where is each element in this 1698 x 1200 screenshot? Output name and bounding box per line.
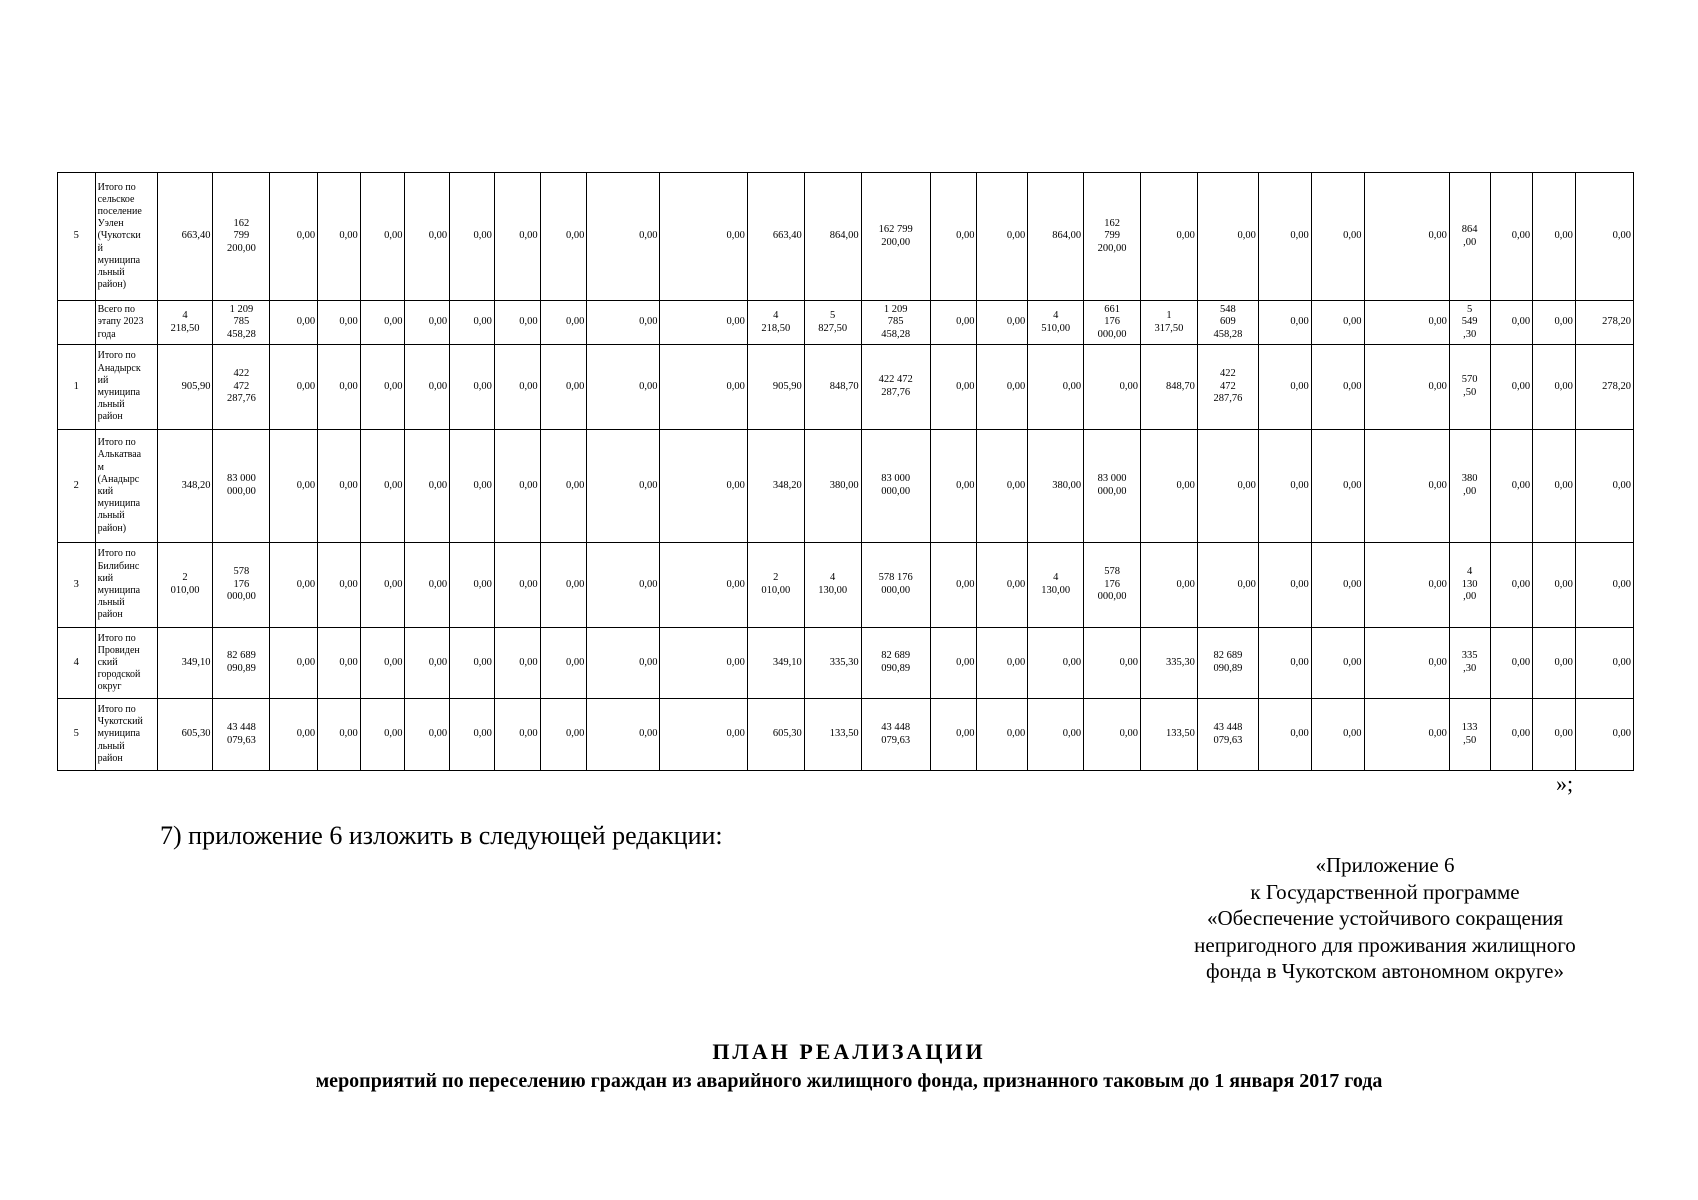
value-cell: 0,00 bbox=[494, 628, 540, 699]
table-row bbox=[58, 345, 1634, 430]
territory-name-cell: Итого по Алькатваа м (Анадырс кий муниципа льный район) bbox=[95, 430, 157, 543]
value-cell: 864 ,00 bbox=[1449, 173, 1490, 301]
value-cell: 335 ,30 bbox=[1449, 628, 1490, 699]
value-cell: 0,00 bbox=[1533, 430, 1576, 543]
value-cell: 0,00 bbox=[494, 699, 540, 771]
value-cell: 0,00 bbox=[1141, 430, 1198, 543]
value-cell: 0,00 bbox=[930, 543, 977, 628]
value-cell: 0,00 bbox=[977, 301, 1028, 345]
territory-name-cell: Всего по этапу 2023 года bbox=[95, 301, 157, 345]
value-cell: 4 510,00 bbox=[1028, 301, 1084, 345]
value-cell: 0,00 bbox=[450, 173, 495, 301]
value-cell: 0,00 bbox=[405, 543, 450, 628]
value-cell: 0,00 bbox=[660, 430, 747, 543]
value-cell: 0,00 bbox=[1028, 345, 1084, 430]
value-cell: 0,00 bbox=[360, 628, 405, 699]
value-cell: 83 000 000,00 bbox=[861, 430, 930, 543]
row-number-cell: 5 bbox=[58, 699, 96, 771]
value-cell: 0,00 bbox=[318, 345, 361, 430]
value-cell: 5 827,50 bbox=[804, 301, 861, 345]
value-cell: 848,70 bbox=[1141, 345, 1198, 430]
value-cell: 0,00 bbox=[318, 543, 361, 628]
value-cell: 0,00 bbox=[540, 345, 587, 430]
value-cell: 0,00 bbox=[587, 173, 660, 301]
value-cell: 0,00 bbox=[977, 543, 1028, 628]
value-cell: 0,00 bbox=[1490, 543, 1533, 628]
value-cell: 864,00 bbox=[804, 173, 861, 301]
value-cell: 0,00 bbox=[1197, 543, 1258, 628]
table-row bbox=[58, 301, 1634, 345]
value-cell: 578 176 000,00 bbox=[861, 543, 930, 628]
value-cell: 4 130 ,00 bbox=[1449, 543, 1490, 628]
value-cell: 0,00 bbox=[540, 628, 587, 699]
value-cell: 43 448 079,63 bbox=[213, 699, 270, 771]
value-cell: 380,00 bbox=[1028, 430, 1084, 543]
value-cell: 82 689 090,89 bbox=[1197, 628, 1258, 699]
value-cell: 422 472 287,76 bbox=[213, 345, 270, 430]
value-cell: 661 176 000,00 bbox=[1084, 301, 1141, 345]
value-cell: 0,00 bbox=[977, 628, 1028, 699]
appendix-header bbox=[1150, 852, 1620, 985]
value-cell: 2 010,00 bbox=[747, 543, 804, 628]
value-cell: 2 010,00 bbox=[157, 543, 213, 628]
appendix-line: непригодного для проживания жилищного bbox=[1194, 932, 1576, 957]
value-cell: 0,00 bbox=[1028, 628, 1084, 699]
territory-name-cell: Итого по Анадырск ий муниципа льный район bbox=[95, 345, 157, 430]
appendix-line: «Приложение 6 bbox=[1315, 853, 1455, 877]
value-cell: 0,00 bbox=[270, 628, 318, 699]
value-cell: 0,00 bbox=[360, 699, 405, 771]
value-cell: 605,30 bbox=[157, 699, 213, 771]
value-cell: 0,00 bbox=[1258, 543, 1311, 628]
territory-name-cell: Итого по Билибинс кий муниципа льный район bbox=[95, 543, 157, 628]
closing-quote: »; bbox=[1556, 771, 1574, 796]
value-cell: 133 ,50 bbox=[1449, 699, 1490, 771]
table-row bbox=[58, 699, 1634, 771]
value-cell: 349,10 bbox=[157, 628, 213, 699]
value-cell: 4 218,50 bbox=[747, 301, 804, 345]
value-cell: 335,30 bbox=[804, 628, 861, 699]
value-cell: 0,00 bbox=[1258, 345, 1311, 430]
value-cell: 133,50 bbox=[804, 699, 861, 771]
territory-name-cell: Итого по Чукотский муниципа льный район bbox=[95, 699, 157, 771]
value-cell: 348,20 bbox=[747, 430, 804, 543]
value-cell: 0,00 bbox=[1197, 173, 1258, 301]
value-cell: 0,00 bbox=[270, 543, 318, 628]
value-cell: 0,00 bbox=[360, 345, 405, 430]
table-row bbox=[58, 628, 1634, 699]
value-cell: 1 317,50 bbox=[1141, 301, 1198, 345]
value-cell: 82 689 090,89 bbox=[213, 628, 270, 699]
value-cell: 0,00 bbox=[270, 699, 318, 771]
value-cell: 4 130,00 bbox=[1028, 543, 1084, 628]
value-cell: 0,00 bbox=[1084, 345, 1141, 430]
value-cell: 0,00 bbox=[660, 543, 747, 628]
value-cell: 0,00 bbox=[494, 430, 540, 543]
value-cell: 0,00 bbox=[1490, 345, 1533, 430]
value-cell: 0,00 bbox=[1575, 699, 1633, 771]
value-cell: 0,00 bbox=[450, 543, 495, 628]
table-row bbox=[58, 430, 1634, 543]
value-cell: 0,00 bbox=[540, 543, 587, 628]
resettlement-data-table bbox=[57, 172, 1634, 771]
value-cell: 905,90 bbox=[747, 345, 804, 430]
plan-title: ПЛАН РЕАЛИЗАЦИИ bbox=[712, 1039, 986, 1064]
value-cell: 0,00 bbox=[1575, 430, 1633, 543]
value-cell: 0,00 bbox=[1258, 628, 1311, 699]
value-cell: 605,30 bbox=[747, 699, 804, 771]
value-cell: 0,00 bbox=[405, 173, 450, 301]
value-cell: 0,00 bbox=[977, 430, 1028, 543]
value-cell: 663,40 bbox=[747, 173, 804, 301]
value-cell: 82 689 090,89 bbox=[861, 628, 930, 699]
value-cell: 0,00 bbox=[405, 628, 450, 699]
value-cell: 4 218,50 bbox=[157, 301, 213, 345]
value-cell: 578 176 000,00 bbox=[1084, 543, 1141, 628]
value-cell: 0,00 bbox=[1364, 173, 1449, 301]
value-cell: 0,00 bbox=[1311, 430, 1364, 543]
value-cell: 0,00 bbox=[450, 345, 495, 430]
value-cell: 0,00 bbox=[977, 173, 1028, 301]
value-cell: 864,00 bbox=[1028, 173, 1084, 301]
value-cell: 335,30 bbox=[1141, 628, 1198, 699]
value-cell: 4 130,00 bbox=[804, 543, 861, 628]
value-cell: 0,00 bbox=[360, 173, 405, 301]
value-cell: 0,00 bbox=[1311, 699, 1364, 771]
value-cell: 0,00 bbox=[1575, 628, 1633, 699]
value-cell: 0,00 bbox=[587, 543, 660, 628]
value-cell: 422 472 287,76 bbox=[1197, 345, 1258, 430]
appendix-line: фонда в Чукотском автономном округе» bbox=[1205, 959, 1564, 983]
value-cell: 0,00 bbox=[1490, 430, 1533, 543]
value-cell: 0,00 bbox=[1490, 301, 1533, 345]
value-cell: 0,00 bbox=[318, 699, 361, 771]
row-number-cell: 4 bbox=[58, 628, 96, 699]
value-cell: 0,00 bbox=[1311, 345, 1364, 430]
value-cell: 0,00 bbox=[540, 301, 587, 345]
value-cell: 0,00 bbox=[660, 173, 747, 301]
value-cell: 0,00 bbox=[587, 345, 660, 430]
value-cell: 0,00 bbox=[587, 628, 660, 699]
value-cell: 0,00 bbox=[450, 430, 495, 543]
value-cell: 0,00 bbox=[660, 628, 747, 699]
value-cell: 0,00 bbox=[270, 301, 318, 345]
value-cell: 0,00 bbox=[1533, 543, 1576, 628]
value-cell: 0,00 bbox=[660, 345, 747, 430]
row-number-cell bbox=[58, 301, 96, 345]
value-cell: 162 799 200,00 bbox=[1084, 173, 1141, 301]
value-cell: 0,00 bbox=[1364, 543, 1449, 628]
value-cell: 0,00 bbox=[930, 173, 977, 301]
value-cell: 0,00 bbox=[1258, 301, 1311, 345]
value-cell: 0,00 bbox=[318, 173, 361, 301]
value-cell: 1 209 785 458,28 bbox=[861, 301, 930, 345]
value-cell: 0,00 bbox=[405, 699, 450, 771]
value-cell: 1 209 785 458,28 bbox=[213, 301, 270, 345]
value-cell: 905,90 bbox=[157, 345, 213, 430]
value-cell: 422 472 287,76 bbox=[861, 345, 930, 430]
value-cell: 0,00 bbox=[977, 345, 1028, 430]
value-cell: 0,00 bbox=[1084, 628, 1141, 699]
value-cell: 0,00 bbox=[494, 301, 540, 345]
value-cell: 0,00 bbox=[270, 173, 318, 301]
value-cell: 0,00 bbox=[1364, 699, 1449, 771]
value-cell: 0,00 bbox=[1364, 430, 1449, 543]
value-cell: 0,00 bbox=[1575, 173, 1633, 301]
value-cell: 0,00 bbox=[1311, 543, 1364, 628]
value-cell: 278,20 bbox=[1575, 301, 1633, 345]
value-cell: 0,00 bbox=[930, 345, 977, 430]
value-cell: 5 549 ,30 bbox=[1449, 301, 1490, 345]
value-cell: 663,40 bbox=[157, 173, 213, 301]
value-cell: 0,00 bbox=[930, 301, 977, 345]
value-cell: 0,00 bbox=[1084, 699, 1141, 771]
value-cell: 0,00 bbox=[270, 430, 318, 543]
value-cell: 0,00 bbox=[587, 699, 660, 771]
value-cell: 0,00 bbox=[318, 301, 361, 345]
value-cell: 0,00 bbox=[360, 543, 405, 628]
value-cell: 0,00 bbox=[540, 699, 587, 771]
value-cell: 0,00 bbox=[930, 699, 977, 771]
appendix-line: «Обеспечение устойчивого сокращения bbox=[1206, 906, 1564, 930]
value-cell: 0,00 bbox=[660, 699, 747, 771]
value-cell: 0,00 bbox=[1311, 301, 1364, 345]
value-cell: 0,00 bbox=[494, 345, 540, 430]
value-cell: 0,00 bbox=[494, 173, 540, 301]
row-number-cell: 2 bbox=[58, 430, 96, 543]
territory-name-cell: Итого по Провиден ский городской округ bbox=[95, 628, 157, 699]
amendment-item-7: 7) приложение 6 изложить в следующей редакции: bbox=[160, 821, 723, 850]
row-number-cell: 3 bbox=[58, 543, 96, 628]
value-cell: 0,00 bbox=[360, 301, 405, 345]
value-cell: 0,00 bbox=[270, 345, 318, 430]
value-cell: 133,50 bbox=[1141, 699, 1198, 771]
value-cell: 0,00 bbox=[1364, 628, 1449, 699]
value-cell: 570 ,50 bbox=[1449, 345, 1490, 430]
table-row bbox=[58, 543, 1634, 628]
value-cell: 0,00 bbox=[1258, 430, 1311, 543]
plan-subtitle: мероприятий по переселению граждан из аварийного жилищного фонда, признанного таковым до 1 января 2017 года bbox=[315, 1070, 1383, 1092]
value-cell: 348,20 bbox=[157, 430, 213, 543]
value-cell: 0,00 bbox=[540, 173, 587, 301]
value-cell: 0,00 bbox=[318, 628, 361, 699]
value-cell: 380 ,00 bbox=[1449, 430, 1490, 543]
value-cell: 162 799 200,00 bbox=[861, 173, 930, 301]
value-cell: 848,70 bbox=[804, 345, 861, 430]
value-cell: 0,00 bbox=[360, 430, 405, 543]
row-number-cell: 5 bbox=[58, 173, 96, 301]
value-cell: 0,00 bbox=[1311, 628, 1364, 699]
value-cell: 0,00 bbox=[930, 628, 977, 699]
value-cell: 0,00 bbox=[1490, 628, 1533, 699]
row-number-cell: 1 bbox=[58, 345, 96, 430]
value-cell: 0,00 bbox=[1490, 173, 1533, 301]
value-cell: 83 000 000,00 bbox=[213, 430, 270, 543]
value-cell: 0,00 bbox=[1533, 628, 1576, 699]
value-cell: 43 448 079,63 bbox=[1197, 699, 1258, 771]
value-cell: 0,00 bbox=[977, 699, 1028, 771]
value-cell: 0,00 bbox=[405, 345, 450, 430]
value-cell: 0,00 bbox=[587, 430, 660, 543]
value-cell: 0,00 bbox=[587, 301, 660, 345]
value-cell: 578 176 000,00 bbox=[213, 543, 270, 628]
value-cell: 0,00 bbox=[494, 543, 540, 628]
value-cell: 0,00 bbox=[1533, 301, 1576, 345]
value-cell: 278,20 bbox=[1575, 345, 1633, 430]
value-cell: 0,00 bbox=[1311, 173, 1364, 301]
table-row bbox=[58, 173, 1634, 301]
value-cell: 0,00 bbox=[1490, 699, 1533, 771]
value-cell: 0,00 bbox=[1533, 699, 1576, 771]
value-cell: 0,00 bbox=[1364, 301, 1449, 345]
value-cell: 0,00 bbox=[1533, 345, 1576, 430]
value-cell: 0,00 bbox=[1028, 699, 1084, 771]
value-cell: 0,00 bbox=[450, 699, 495, 771]
value-cell: 0,00 bbox=[660, 301, 747, 345]
value-cell: 0,00 bbox=[1575, 543, 1633, 628]
value-cell: 83 000 000,00 bbox=[1084, 430, 1141, 543]
value-cell: 0,00 bbox=[1364, 345, 1449, 430]
value-cell: 0,00 bbox=[1533, 173, 1576, 301]
value-cell: 0,00 bbox=[1258, 699, 1311, 771]
value-cell: 0,00 bbox=[450, 301, 495, 345]
value-cell: 380,00 bbox=[804, 430, 861, 543]
value-cell: 0,00 bbox=[930, 430, 977, 543]
value-cell: 43 448 079,63 bbox=[861, 699, 930, 771]
appendix-line: к Государственной программе bbox=[1250, 879, 1520, 904]
value-cell: 0,00 bbox=[405, 430, 450, 543]
value-cell: 162 799 200,00 bbox=[213, 173, 270, 301]
value-cell: 0,00 bbox=[318, 430, 361, 543]
value-cell: 0,00 bbox=[540, 430, 587, 543]
territory-name-cell: Итого по сельское поселение Уэлен (Чукотски й муниципа льный район) bbox=[95, 173, 157, 301]
value-cell: 0,00 bbox=[450, 628, 495, 699]
value-cell: 548 609 458,28 bbox=[1197, 301, 1258, 345]
value-cell: 0,00 bbox=[405, 301, 450, 345]
value-cell: 0,00 bbox=[1197, 430, 1258, 543]
value-cell: 349,10 bbox=[747, 628, 804, 699]
value-cell: 0,00 bbox=[1141, 173, 1198, 301]
value-cell: 0,00 bbox=[1258, 173, 1311, 301]
value-cell: 0,00 bbox=[1141, 543, 1198, 628]
